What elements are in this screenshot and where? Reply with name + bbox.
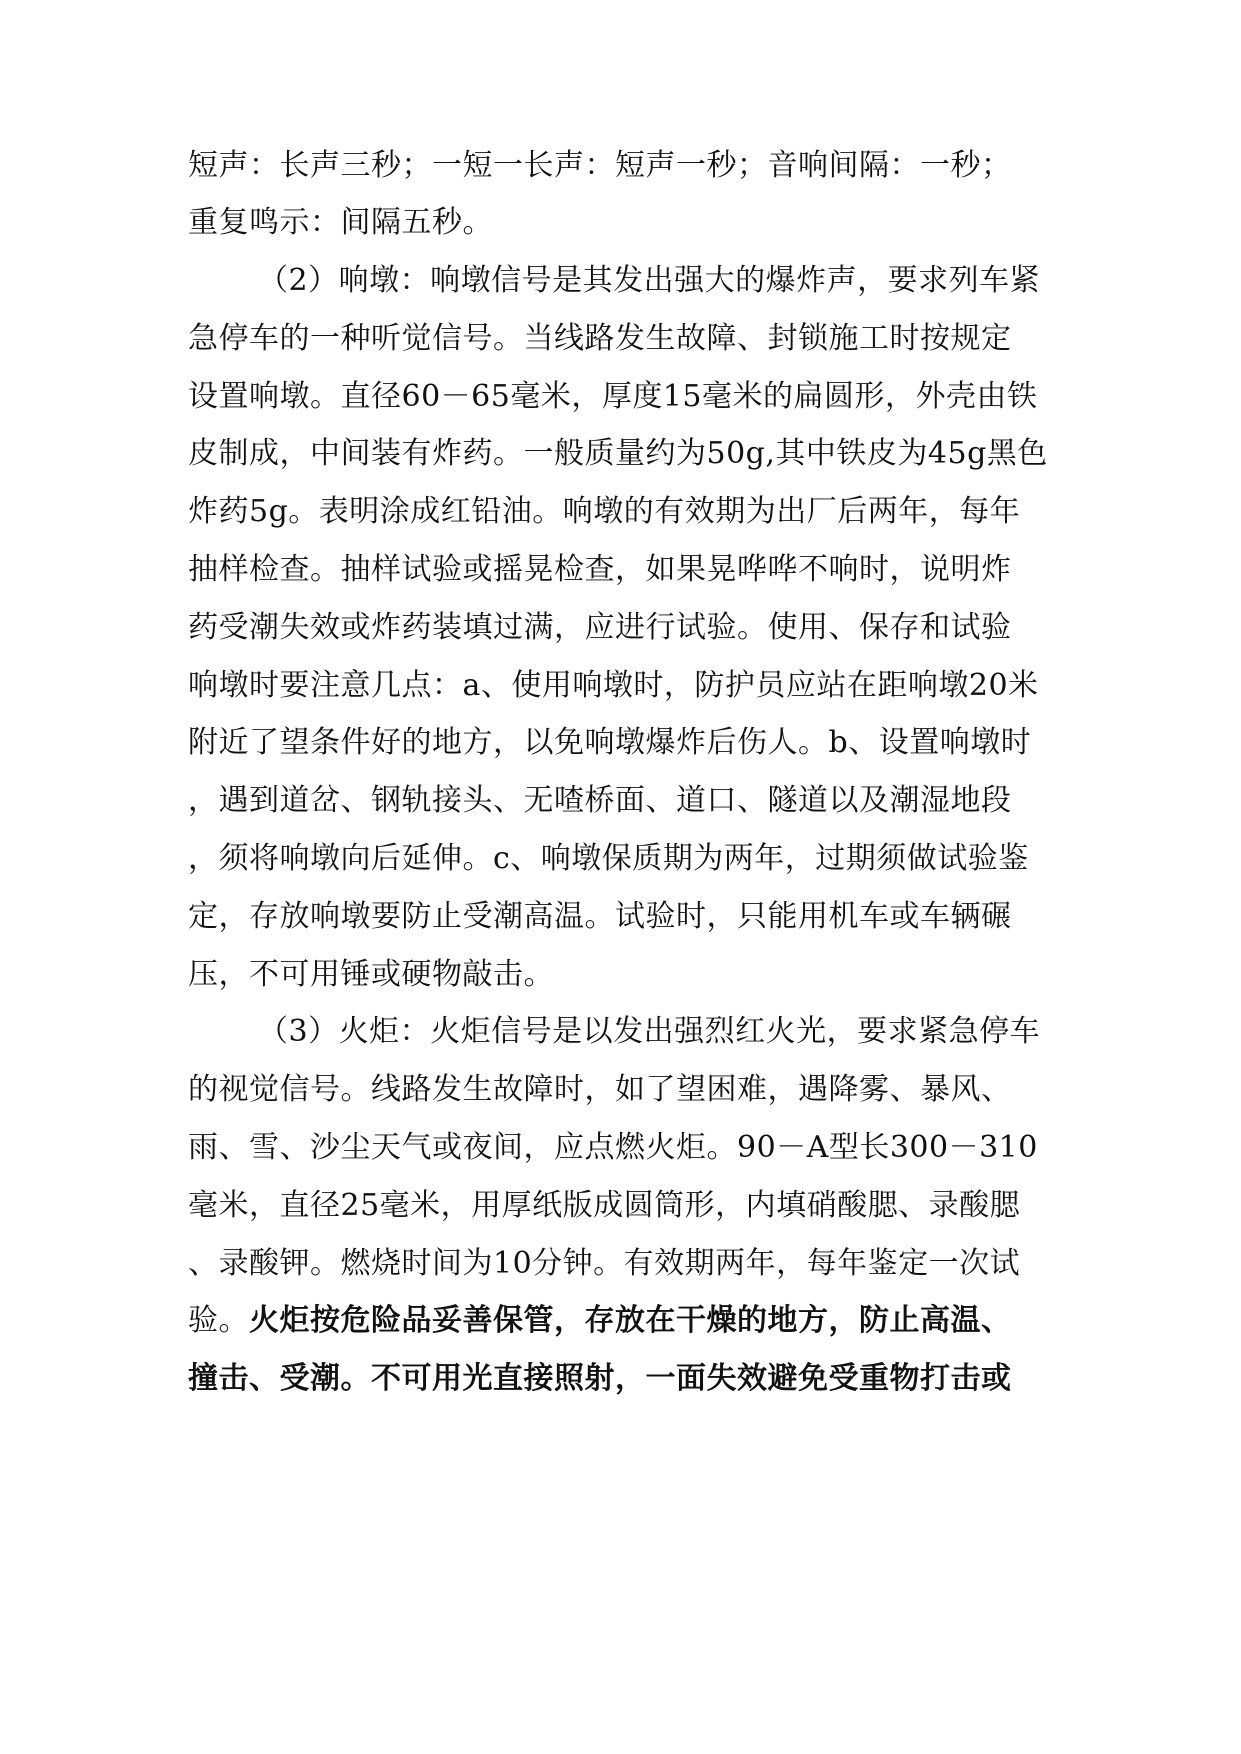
paragraph-2-first-line: （2）响墩：响墩信号是其发出强大的爆炸声，要求列车紧: [258, 263, 1041, 298]
text-line: 雨、雪、沙尘天气或夜间，应点燃火炬。90－A型长300－310: [188, 1130, 1038, 1165]
text-line: 急停车的一种听觉信号。当线路发生故障、封锁施工时按规定: [188, 321, 1012, 356]
text-line: 附近了望条件好的地方，以免响墩爆炸后伤人。b、设置响墩时: [188, 725, 1032, 760]
text-line: 响墩时要注意几点：a、使用响墩时，防护员应站在距响墩20米: [188, 668, 1039, 703]
text-line: 、录酸钾。燃烧时间为10分钟。有效期两年，每年鉴定一次试: [188, 1246, 1021, 1281]
text-line: 的视觉信号。线路发生故障时，如了望困难，遇降雾、暴风、: [188, 1072, 1012, 1107]
bold-text: 撞击、受潮。不可用光直接照射，一面失效避免受重物打击或: [188, 1361, 1012, 1396]
regular-text: 验。: [188, 1303, 249, 1338]
bold-text: 火炬按危险品妥善保管，存放在干燥的地方，防止高温、: [249, 1303, 1012, 1338]
text-line: ，遇到道岔、钢轨接头、无喳桥面、道口、隧道以及潮湿地段: [188, 783, 1012, 818]
text-line: 设置响墩。直径60－65毫米，厚度15毫米的扁圆形，外壳由铁: [188, 379, 1038, 414]
text-line: 定，存放响墩要防止受潮高温。试验时，只能用机车或车辆碾: [188, 899, 1012, 934]
text-line: 毫米，直径25毫米，用厚纸版成圆筒形，内填硝酸腮、录酸腮: [188, 1188, 1021, 1223]
text-line: ，须将响墩向后延伸。c、响墩保质期为两年，过期须做试验鉴: [188, 841, 1029, 876]
text-line-mixed: [188, 1359, 1012, 1399]
text-line: 皮制成，中间装有炸药。一般质量约为50g,其中铁皮为45g黑色: [188, 436, 1048, 471]
text-line: 抽样检查。抽样试验或摇晃检查，如果晃哗哗不响时，说明炸: [188, 552, 1012, 587]
text-line: 炸药5g。表明涂成红铅油。响墩的有效期为出厂后两年，每年: [188, 494, 1021, 529]
text-line: 重复鸣示：间隔五秒。: [188, 205, 493, 240]
text-line-mixed: [188, 1301, 1012, 1341]
text-line: 短声：长声三秒；一短一长声：短声一秒；音响间隔：一秒；: [188, 148, 1012, 183]
paragraph-3-first-line: （3）火炬：火炬信号是以发出强烈红火光，要求紧急停车: [258, 1014, 1041, 1049]
text-line: 药受潮失效或炸药装填过满，应进行试验。使用、保存和试验: [188, 610, 1012, 645]
text-line: 压，不可用锤或硬物敲击。: [188, 957, 554, 992]
